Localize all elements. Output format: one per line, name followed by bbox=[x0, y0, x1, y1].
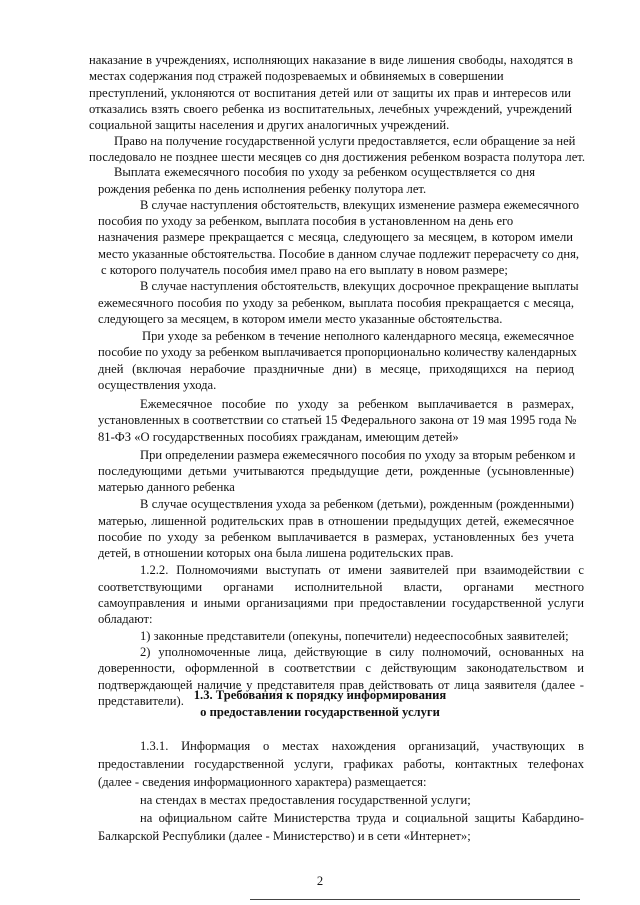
list-item: 2) уполномоченные лица, действующие в силу полномочий, основанных на bbox=[140, 644, 584, 659]
text-line: следующего за месяцем, в котором имели место указанные обстоятельства. bbox=[98, 311, 503, 326]
text-line: Выплата ежемесячного пособия по уходу за ребенком осуществляется со дня bbox=[114, 165, 535, 180]
text-line: обладают: bbox=[98, 612, 153, 627]
section-subheading: о предоставлении государственной услуги bbox=[200, 705, 440, 719]
text-line: соответствующими органами исполнительной власти, органами местного bbox=[98, 579, 584, 594]
text-line: Ежемесячное пособие по уходу за ребенком выплачивается в размерах, bbox=[140, 396, 574, 411]
text-line: на официальном сайте Министерства труда и социальной защиты Кабардино- bbox=[140, 811, 584, 825]
text-line: В случае наступления обстоятельств, влекущих изменение размера ежемесячного bbox=[140, 197, 580, 212]
text-line: отказались взять своего ребенка из воспитательных, лечебных учреждений, учреждений bbox=[89, 101, 572, 116]
footer-rule bbox=[250, 899, 580, 900]
text-line: осуществления ухода. bbox=[98, 377, 217, 392]
text-line: 1.3.1. Информация о местах нахождения организаций, участвующих в bbox=[140, 739, 584, 753]
text-line: социальной защиты населения и других аналогичных учреждений. bbox=[89, 118, 450, 133]
text-line: доверенности, оформленной в соответствии с действующим законодательством и bbox=[98, 661, 584, 676]
text-line: пособия по уходу за ребенком, выплата пособия в установленном на день его bbox=[98, 214, 514, 229]
text-line: с которого получатель пособия имел право на его выплату в новом размере; bbox=[101, 263, 508, 277]
text-line: дней (включая нерабочие праздничные дни) в месяце, приходящихся на период bbox=[98, 361, 574, 376]
text-line: В случае осуществления ухода за ребенком (детьми), рожденным (рожденными) bbox=[140, 497, 574, 512]
list-item: 1) законные представители (опекуны, попечители) недееспособных заявителей; bbox=[140, 628, 569, 643]
text-line: последовало не позднее шести месяцев со дня достижения ребенком возраста полутора лет. bbox=[89, 149, 585, 164]
text-line: 1.2.2. Полномочиями выступать от имени заявителей при взаимодействии с bbox=[140, 563, 584, 578]
text-line: При уходе за ребенком в течение неполного календарного месяца, ежемесячное bbox=[142, 329, 574, 343]
text-line: При определении размера ежемесячного пособия по уходу за вторым ребенком и bbox=[140, 447, 576, 462]
text-line: рождения ребенка по день исполнения ребенку полутора лет. bbox=[98, 181, 427, 196]
text-line: последующими детьми учитываются предыдущие дети, рожденные (усыновленные) bbox=[98, 463, 574, 478]
text-line: наказание в учреждениях, исполняющих наказание в виде лишения свободы, находятся в bbox=[89, 53, 573, 67]
text-line: ежемесячного пособия по уходу за ребенком, выплата пособия прекращается с месяца, bbox=[98, 295, 574, 310]
text-line: представители). bbox=[98, 693, 184, 708]
text-line: назначения размере прекращается с месяца, следующего за месяцем, в котором имели bbox=[98, 230, 573, 245]
text-line: 81-ФЗ «О государственных пособиях гражданам, имеющим детей» bbox=[98, 429, 459, 444]
text-line: матерью, лишенной родительских прав в отношении предыдущих детей, ежемесячное bbox=[98, 513, 574, 528]
text-line: пособие по уходу за ребенком выплачивается в размерах, установленных без учета bbox=[98, 529, 574, 544]
text-line: подтверждающей наличие у представителя прав действовать от лица заявителя (далее - bbox=[98, 677, 584, 692]
text-line: предоставлении государственной услуги, графиках работы, контактных телефонах bbox=[98, 757, 584, 771]
text-line: матерью данного ребенка bbox=[98, 480, 235, 495]
text-line: место указанные обстоятельства. Пособие в данном случае подлежит перерасчету со дня, bbox=[98, 246, 580, 261]
text-line: В случае наступления обстоятельств, влекущих досрочное прекращение выплаты bbox=[140, 279, 579, 294]
text-line: местах содержания под стражей подозреваемых и обвиняемых в совершении bbox=[89, 69, 504, 84]
text-line: детей, в отношении которых она была лишена родительских прав. bbox=[98, 546, 454, 561]
text-line: установленных в соответствии со статьей 15 Федерального закона от 19 мая 1995 года № bbox=[98, 413, 577, 428]
text-line: Балкарской Республики (далее - Министерство) и в сети «Интернет»; bbox=[98, 829, 471, 843]
page-number: 2 bbox=[316, 874, 324, 888]
text-line: самоуправления и иными организациями при предоставлении государственной услуги bbox=[98, 596, 584, 610]
section-heading: 1.3. Требования к порядку информирования bbox=[193, 688, 447, 702]
text-line: (далее - сведения информационного характера) размещается: bbox=[98, 775, 427, 789]
text-line: пособие по уходу за ребенком выплачивается пропорционально количеству календарных bbox=[98, 345, 577, 360]
text-line: на стендах в местах предоставления государственной услуги; bbox=[140, 793, 471, 807]
text-line: Право на получение государственной услуги предоставляется, если обращение за ней bbox=[114, 134, 576, 149]
text-line: преступлений, уклоняются от воспитания детей или от защиты их прав и интересов или bbox=[89, 85, 571, 100]
